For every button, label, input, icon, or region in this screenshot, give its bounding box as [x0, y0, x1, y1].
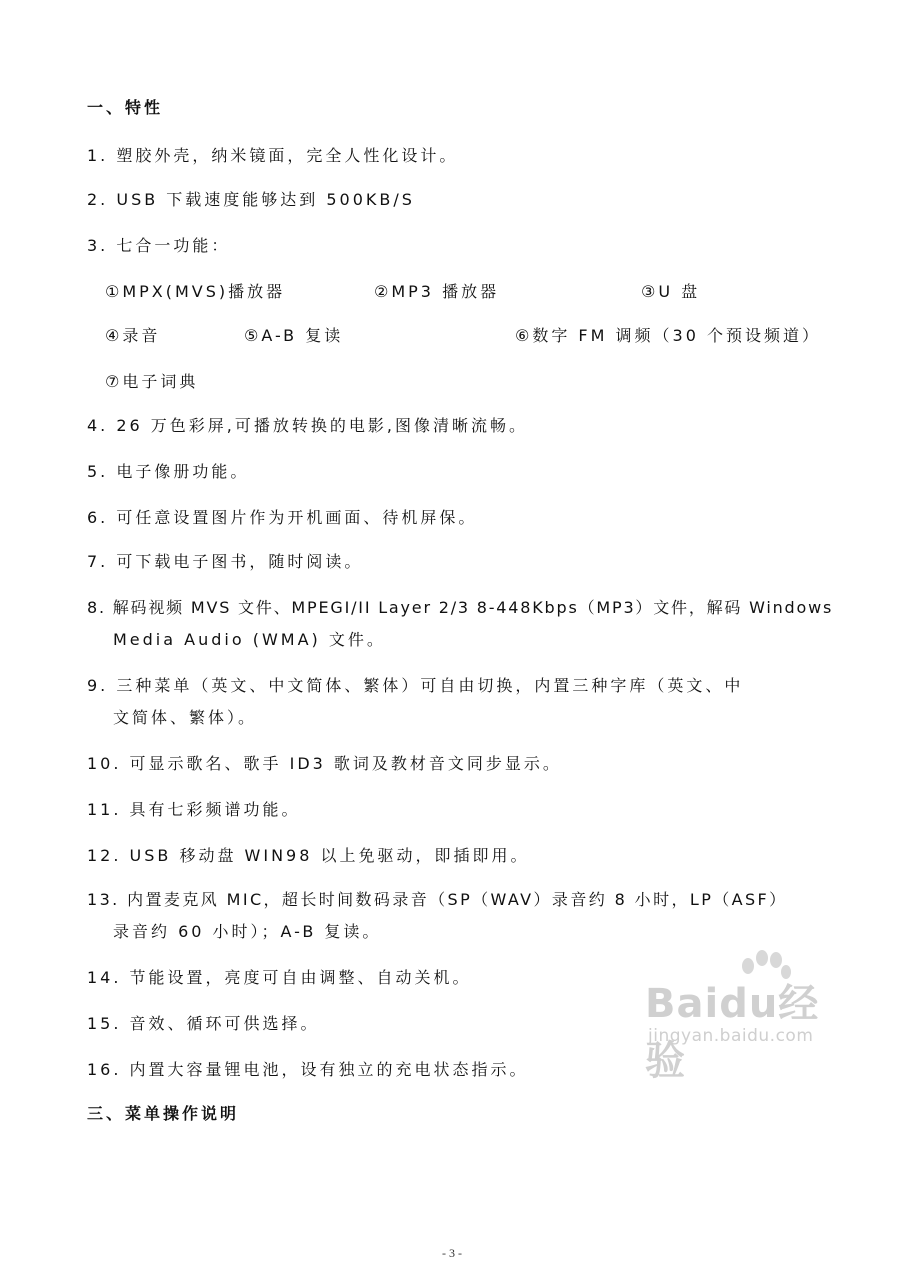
baidu-jingyan-watermark [645, 948, 860, 1084]
function-mp3-player: ②MP3 播放器 [374, 282, 500, 301]
feature-item-11: 11. 具有七彩频谱功能。 [87, 800, 301, 819]
feature-item-13-line2: 录音约 60 小时）；A-B 复读。 [113, 922, 382, 941]
feature-item-13-line1: 13. 内置麦克风 MIC，超长时间数码录音（SP（WAV）录音约 8 小时，LP（ASF） [87, 890, 788, 909]
feature-item-1: 1. 塑胶外壳，纳米镜面，完全人性化设计。 [87, 146, 459, 165]
feature-item-14: 14. 节能设置，亮度可自由调整、自动关机。 [87, 968, 472, 987]
function-mpx-player: ①MPX(MVS)播放器 [105, 282, 286, 301]
feature-item-9-line1: 9. 三种菜单（英文、中文简体、繁体）可自由切换，内置三种字库（英文、中 [87, 676, 744, 695]
feature-item-15: 15. 音效、循环可供选择。 [87, 1014, 320, 1033]
feature-item-12: 12. USB 移动盘 WIN98 以上免驱动，即插即用。 [87, 846, 530, 865]
feature-item-8-line2: Media Audio (WMA) 文件。 [113, 630, 386, 649]
feature-item-16: 16. 内置大容量锂电池，设有独立的充电状态指示。 [87, 1060, 529, 1079]
feature-item-8-line1: 8. 解码视频 MVS 文件、MPEGI/II Layer 2/3 8-448Kbps（MP3）文件，解码 Windows [87, 598, 834, 617]
watermark-url: jingyan.baidu.com [648, 1026, 814, 1046]
section-heading-features: 一、特性 [87, 98, 164, 117]
feature-item-9-line2: 文简体、繁体）。 [113, 708, 258, 727]
watermark-logo: Baidu经验 [645, 981, 820, 1084]
function-recording: ④录音 [105, 326, 161, 345]
feature-item-10: 10. 可显示歌名、歌手 ID3 歌词及教材音文同步显示。 [87, 754, 562, 773]
feature-item-2: 2. USB 下载速度能够达到 500KB/S [87, 190, 415, 209]
section-heading-menu-operation: 三、菜单操作说明 [87, 1104, 240, 1123]
feature-item-7: 7. 可下载电子图书，随时阅读。 [87, 552, 364, 571]
function-u-disk: ③U 盘 [641, 282, 701, 301]
feature-item-3: 3. 七合一功能： [87, 236, 231, 255]
page-number: - 3 - [442, 1246, 462, 1260]
feature-item-6: 6. 可任意设置图片作为开机画面、待机屏保。 [87, 508, 478, 527]
function-ab-repeat: ⑤A-B 复读 [244, 326, 344, 345]
feature-item-5: 5. 电子像册功能。 [87, 462, 250, 481]
function-dictionary: ⑦电子词典 [105, 372, 199, 391]
feature-item-4: 4. 26 万色彩屏,可播放转换的电影,图像清晰流畅。 [87, 416, 528, 435]
function-fm-radio: ⑥数字 FM 调频（30 个预设频道） [515, 326, 821, 345]
